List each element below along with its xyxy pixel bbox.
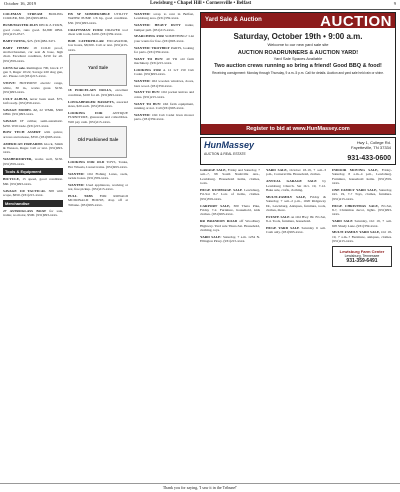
listing-text: Used appliances, working or not, free pickup. (931)215-xxxx.: [68, 182, 128, 192]
listing-text: 15 speed, good condition. $60. (931)993-xxxx.: [3, 177, 63, 186]
listing-heading: LOOKING FOR OLD: [68, 160, 105, 165]
listing-heading: YARD SALE: [332, 219, 353, 224]
auction-ad-fineprint: Receiving consignment: Monday through Thursday, 9 a.m.-5 p.m. Call for details. Auction and yard sale held rain or shine.: [212, 71, 384, 75]
classified-listing: [3, 142, 63, 155]
listing-text: Old wooden windows, doors, barn wood. (931)359-xxxx.: [134, 79, 194, 88]
listing-text: 300 Theta Pike, Friday 7-2. Furniture, household, kids clothes. (931)993-xxxx.: [200, 203, 260, 217]
listing-heading: GUNS for sale.: [3, 65, 26, 70]
listing-text: on Old Hwy 99. Fri-Sat, 8-4. Tools, furniture, household.: [266, 214, 326, 224]
classified-listing: [68, 183, 128, 192]
listing-heading: YARD SALE,: [266, 168, 288, 172]
classified-listing: [68, 172, 128, 181]
auction-ad-title: AUCTION: [320, 13, 392, 30]
classified-listing: [134, 79, 194, 88]
classified-listing: [332, 188, 392, 201]
classified-listing: [134, 90, 194, 99]
classified-listing: [332, 219, 392, 228]
listing-text: 308 with scope, $650. (931)215-xxxx.: [3, 188, 63, 198]
auction-company-advertisement: [200, 137, 396, 165]
section-heading: Merchandise: [3, 200, 63, 207]
listing-heading: 27 ASTROGLASS BOAT: [3, 208, 47, 213]
section-heading: Tools & Equipment: [3, 168, 63, 175]
address-line-2: Fayetteville, TN 37334: [351, 145, 391, 150]
listing-text: caliber, semi-automatic. $250. Will trade. (931)215-xxxx.: [3, 119, 63, 128]
classified-column-4: [200, 168, 260, 482]
listing-text: assorted sizes, $20 each. (931)359-xxxx.: [68, 99, 128, 109]
classified-column-5: [266, 168, 326, 482]
classified-listing: [332, 230, 392, 243]
classified-listing: [68, 111, 128, 124]
auction-ad-trucks: Yard Sale Spaces Available: [273, 56, 323, 61]
listing-text: scrap to rent in Belfast, Lewisburg area. (931)359-xxxx.: [134, 12, 194, 21]
auction-company-logo: HunMassey: [204, 140, 255, 150]
listing-heading: SAVAGE 17: [3, 119, 24, 124]
listing-heading: CRAFTSMAN FOUR: [68, 27, 103, 32]
listing-text: Old pocket knives and coins. (931)215-xxxx.: [134, 90, 194, 99]
classified-column-3: [134, 12, 194, 482]
classified-listing: [266, 179, 326, 192]
listing-heading: WANTED:: [134, 12, 151, 16]
listing-heading: GARAGE SALE,: [200, 168, 227, 172]
graphic-caption: Old Fashioned Sale: [77, 137, 119, 143]
classified-listing: [134, 68, 194, 77]
listing-heading: BOB CATERPILLAR: [68, 38, 104, 43]
classified-listing: [3, 130, 63, 139]
classified-listing: [332, 168, 392, 186]
listing-heading: ANNUAL GARAGE SALE: [266, 179, 317, 184]
listing-heading: STOVE:: [3, 81, 16, 86]
listing-heading: LOOKING FOR: [68, 110, 103, 115]
classified-listing: [3, 12, 63, 21]
classified-listing: [3, 119, 63, 128]
classified-listing: [68, 100, 128, 109]
classified-listing: [200, 188, 260, 201]
yard-sale-graphic: [69, 54, 127, 86]
farm-center-name: Lewisburg, Tennessee: [344, 254, 380, 259]
listing-text: works well, $150. (931)359-xxxx.: [3, 157, 63, 166]
listing-heading: CARPORT SALE,: [200, 203, 231, 208]
auction-ad-register-link[interactable]: Register to bid at www.HunMassey.com: [201, 124, 395, 134]
listing-heading: AMERICAN FIREARMS: [3, 141, 43, 146]
listing-text: trailer, bumper pull. (931)215-xxxx.: [134, 23, 194, 32]
listing-text: DRAWER tool chest with tools, $100. (931)359-xxxx.: [68, 27, 128, 37]
listing-heading: BABY ITEMS:: [3, 45, 30, 50]
classified-listing: [134, 46, 194, 55]
classified-listing: [200, 219, 260, 232]
listing-heading: WANTED:: [68, 182, 85, 187]
listing-heading: SEARCHING FOR: [134, 34, 164, 39]
classified-listing: [68, 39, 128, 52]
listing-text: never been used. $75, Gift ready. (931)359-xxxx.: [3, 96, 63, 106]
listing-text: off Woodbury Highway. Yard sale Thurs-Sat. Household, clothing, toys.: [200, 219, 260, 233]
listing-heading: WANT TO BUY:: [134, 56, 164, 61]
listing-text: 18 COLD proof, stroller/bassinet, car seat & base, high chair. Excellent condition, $150 for all. (931)359-xxxx.: [3, 45, 63, 63]
listing-text: Remington 700, Glock 17 gen 3, Ruger 10/22, Savage 220 slug gun, etc. Please call (931)215-xxxx.: [3, 65, 63, 79]
auction-company-phone: 931-433-0600: [347, 155, 391, 162]
classified-listing: [266, 195, 326, 213]
classified-listing: [3, 46, 63, 64]
listing-heading: ESTATE SALE: [266, 214, 290, 219]
listing-text: DECK Z-TURN, good cond., runs good. $2,800 OBO. (931)215-0517.: [3, 23, 63, 37]
listing-text: Oct 18-19, 7 a.m.-? Furniture, antiques, clothes. (931)215-xxxx.: [332, 230, 392, 244]
classified-listing: [68, 12, 128, 25]
classified-listing: [200, 204, 260, 217]
listing-heading: WASHER/DRYER,: [3, 157, 33, 162]
farm-center-title: Lewisburg Farm Center: [339, 249, 385, 255]
listing-heading: MULTI FAMILY YARD SALE,: [332, 230, 381, 235]
classified-listing: [3, 66, 63, 79]
classified-column-1: [3, 12, 63, 482]
listing-heading: HUGE YARD SALE: [266, 226, 300, 231]
classified-listing: [200, 235, 260, 244]
listing-heading: LONGABERGER BASKETS,: [68, 99, 115, 104]
farm-center-phone: 931-359-6491: [346, 258, 378, 265]
classified-listing: [134, 34, 194, 43]
auction-ad-date: Saturday, October 19th • 9:00 a.m.: [233, 32, 363, 41]
classified-listing: [68, 160, 128, 169]
listing-heading: WANT TO BUY:: [134, 101, 162, 106]
listing-text: Saturday, Oct 19, 7 a.m. 605 Shady Lane. (931)359-xxxx.: [332, 219, 392, 228]
listing-text: Saturday, Oct. 19, 7-? Toys, clothes, furniture. (931)215-xxxx.: [332, 188, 392, 201]
listing-heading: WANTED:: [68, 171, 85, 176]
listing-heading: RR BRANDON ROAD: [200, 219, 238, 224]
address-line-1: Hwy 1, College Rd.: [356, 140, 391, 145]
listing-text: Saturday 6 a.m. Cash only. (931)993-xxxx.: [266, 226, 326, 235]
listing-text: EXCAVATOR, low hours, $8,500. Call or text. (931)215-xxxx.: [68, 38, 128, 52]
listing-heading: BOW TECH ASSERT: [3, 130, 41, 135]
listing-text: Friday-Saturday, 8 a.m.-4 p.m., Lewisburg. Furniture, household items. (931)359-xxxx.: [332, 168, 392, 186]
listing-text: Glock, Smith & Wesson, Ruger. Call or text. (931)993-xxxx.: [3, 141, 63, 155]
listing-text: Saturday, 7 a.m. 1234 N. Ellington Pkwy. (931)215-xxxx.: [200, 234, 260, 244]
listing-text: excellent condition, $100 for all. (931)993-xxxx.: [68, 88, 128, 97]
listing-heading: EB 5P SUBMERSIBLE: [68, 12, 111, 16]
listing-heading: WANTED: TROYBILT: [134, 45, 170, 50]
listing-text: 22 WMR, $300 OBO. (931)993-xxxx.: [3, 108, 63, 117]
classified-column-2: [68, 12, 128, 482]
listing-text: for sale, trailer, no motor, $500. (931)993-xxxx.: [3, 208, 63, 218]
listing-heading: INDOOR MOVING SALE,: [332, 168, 379, 172]
issue-date: October 16, 2019: [4, 1, 37, 6]
classified-listing: [3, 157, 63, 166]
classified-listing: [68, 88, 128, 97]
listing-heading: BABY SWING,: [3, 38, 27, 43]
classified-listing: [3, 39, 63, 43]
listing-heading: PULL TABS: [68, 194, 93, 199]
classified-listing: [266, 168, 326, 177]
listing-heading: WANTED: HEAVY DUTY: [134, 23, 181, 28]
auction-ad-accepting: AUCTION ROADRUNNERS & AUCTION YARD!: [237, 50, 359, 56]
classified-listing: [3, 23, 63, 36]
classified-listing: [332, 204, 392, 217]
auction-ad-location: Welcome to our new yard sale site: [267, 42, 329, 47]
listing-text: Friday & Saturday, 7 a.m.-2 p.m., 1020 Ridgeway Dr., Lewisburg. Antiques, furniture, tools, clothes, more.: [266, 194, 326, 213]
listing-text: Old farm equipment, running or not. Call (931)993-xxxx.: [134, 101, 194, 111]
listing-text: Friday and Saturday, 7 a.m.-?, 98 South Nashville Ave., Lewisburg. Household items, clothes, tools.: [200, 168, 260, 186]
classified-listing: [134, 102, 194, 111]
listing-text: with quiver, arrows and release, $350. (931)993-xxxx.: [3, 130, 63, 139]
listing-text: UTILITY WATER PUMP. 1/6 hp, good condition. $50. (931)993-xxxx.: [68, 12, 128, 25]
listing-text: Lewisburg, Fri-Sat 8-? Lots of items, clothes. (931)359-xxxx.: [200, 188, 260, 201]
listing-text: $25. (931)982-3471.: [27, 38, 57, 43]
page-number: 9: [393, 1, 396, 6]
classified-listing: [134, 57, 194, 66]
classified-listing: [266, 226, 326, 235]
listing-text: BOILING COOLER, $50. (931)993-9834.: [3, 12, 63, 21]
classified-listing: [3, 189, 63, 198]
listing-text: SOMETHING? List your wants for free. (931)993-xxxx.: [134, 34, 194, 43]
auction-company-subtitle: AUCTION & REAL ESTATE: [204, 152, 246, 156]
yard-sale-graphic: [69, 126, 127, 158]
listing-text: PARTS, looking for parts. (931)359-xxxx.: [134, 45, 194, 55]
classified-listing: [134, 113, 194, 122]
classified-listing: [266, 215, 326, 224]
page-footer: Thank you for saying, 'I saw it in the Tribune!': [0, 483, 400, 492]
listing-text: FOR RONALD MCDONALD HOUSE, drop off at Tribune. (931)993-xxxx.: [68, 194, 128, 207]
graphic-caption: Yard Sale: [88, 65, 108, 71]
listing-heading: HUGE CHRISTMAS SALE,: [332, 203, 379, 208]
classified-listing: [200, 168, 260, 186]
auction-company-address: [351, 140, 391, 150]
classified-listing: [3, 209, 63, 218]
listing-heading: BUSH/MASTER 48-IN: [3, 23, 38, 28]
listing-heading: LOOKING FOR: [134, 68, 161, 73]
classified-listing: [134, 12, 194, 21]
listing-text: TOYS, Tonka, Hot Wheels, Lionel trains. (931)993-xxxx.: [68, 160, 128, 169]
listing-heading: ONE FAMILY YARD SALE,: [332, 188, 378, 193]
listing-text: ANTIQUE FURNITURE, glassware and collectibles. Will pay cash. (931)215-xxxx.: [68, 110, 128, 124]
listing-text: 40 YR old farm machinery. (931)215-xxxx.: [134, 56, 194, 66]
listing-heading: SAVAGE MODEL 22,: [3, 108, 38, 113]
page-header: [0, 0, 400, 10]
paper-masthead: Lewisburg • Chapel Hill • Cornersville • Belfast: [150, 1, 252, 6]
classified-listing: [3, 97, 63, 106]
listing-heading: BICYCLE,: [3, 177, 20, 182]
listing-heading: WANTED:: [134, 112, 151, 117]
listing-text: HOTPOINT electric range, white, 30 in., works great. $150. (931)993-xxxx.: [3, 81, 63, 95]
listing-text: October 18-19, 7 a.m.-3 p.m., Cornersville. Household, clothes.: [266, 168, 326, 177]
listing-text: Old Fishing Lures, reels, tackle boxes. (931)359-xxxx.: [68, 171, 128, 181]
listing-text: by Lewisburg Church. Sat Oct. 19, 7-12. Bake sale, crafts, clothing.: [266, 179, 326, 193]
classified-listing: [3, 108, 63, 117]
listing-heading: MULTI-FAMILY SALE,: [266, 194, 307, 199]
listing-heading: YARD SALE:: [200, 234, 222, 239]
auction-advertisement: [200, 12, 396, 135]
classified-listing: [3, 81, 63, 94]
listing-heading: WANT TO BUY:: [134, 90, 161, 95]
listing-text: A 12 GT 150 Cub Cadet. (931)993-xxxx.: [134, 68, 194, 77]
listing-heading: WANTED:: [134, 79, 151, 84]
auction-ad-two-crews: Two auction crews running so bring a friend! Good BBQ & food!: [214, 63, 382, 69]
farm-center-ad: [332, 246, 392, 267]
classified-listing: [3, 177, 63, 186]
classified-listing: [68, 28, 128, 37]
classified-listing: [134, 23, 194, 32]
listing-heading: HUGE RUMMAGE SALE: [200, 188, 243, 193]
listing-text: Fri-Sat, 8-?, Christmas decor, lights. (931)993-xxxx.: [332, 203, 392, 217]
classified-listing: [68, 194, 128, 207]
listing-heading: COLEMAN STREAM: [3, 12, 43, 16]
classified-column-6: [332, 168, 392, 482]
listing-heading: 18 PORCELAIN DOLLS,: [68, 88, 112, 93]
listing-text: Old Cub Cadet lawn mower parts. (931)359-xxxx.: [134, 112, 194, 122]
listing-heading: CULT ALBUM,: [3, 96, 28, 101]
listing-heading: SAVAGE 110 TACTICAL: [3, 188, 46, 193]
auction-ad-band: Yard Sale & Auction: [201, 13, 395, 28]
